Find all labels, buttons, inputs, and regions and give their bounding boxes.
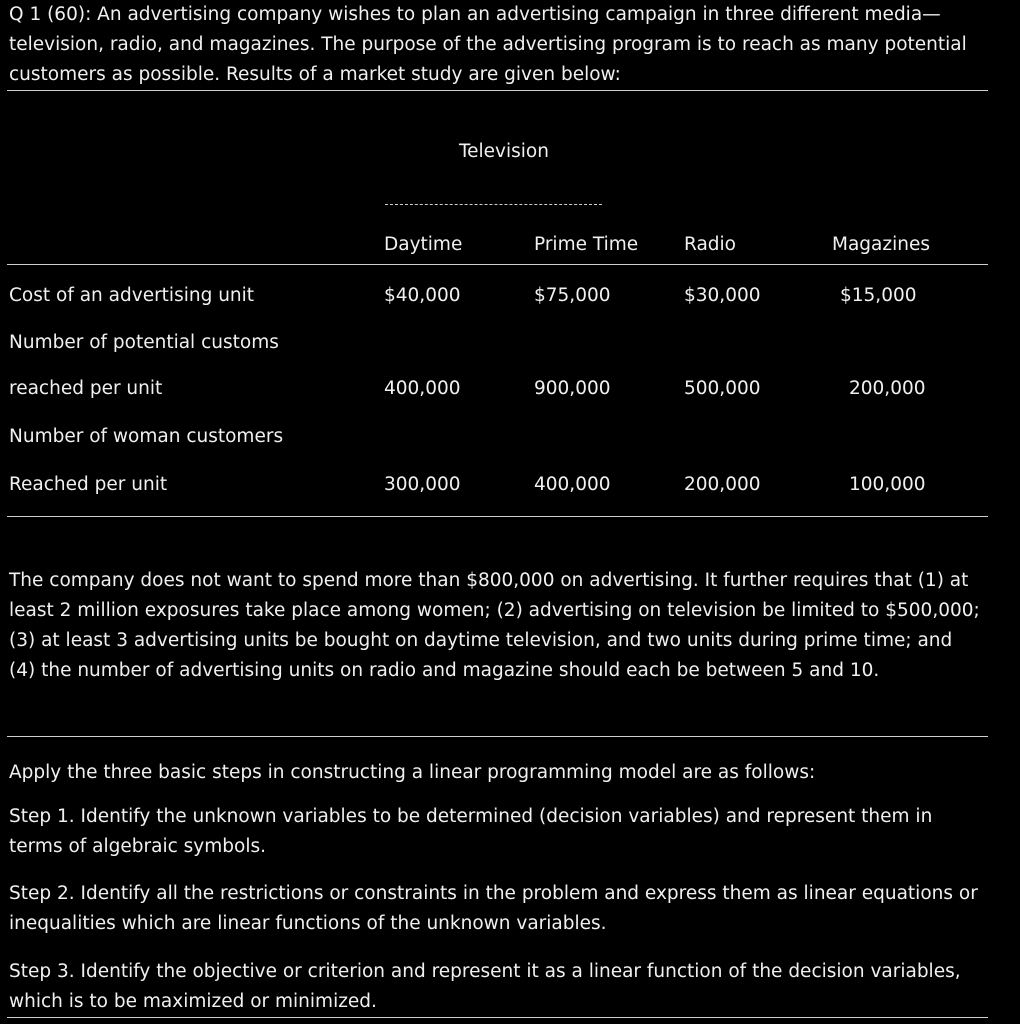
divider	[7, 1017, 988, 1018]
divider	[7, 736, 988, 737]
row-label: Number of woman customers	[9, 426, 284, 447]
step-3: Step 3. Identify the objective or criterion and represent it as a linear function of the decision variables, which is to be maximized or minimized.	[9, 961, 961, 1012]
cell-value: $75,000	[534, 285, 611, 306]
cell-value: 400,000	[384, 378, 461, 399]
step-2: Step 2. Identify all the restrictions or constraints in the problem and express them as linear equations or inequalities which are linear functions of the unknown variables.	[9, 883, 978, 934]
column-header-prime-time: Prime Time	[534, 234, 639, 255]
row-label: Number of potential customs	[9, 332, 279, 353]
cell-value: 300,000	[384, 474, 461, 495]
question-intro: Q 1 (60): An advertising company wishes to plan an advertising campaign in three different media—television, radio, and magazines. The purpose of the advertising program is to reach as many potential customers as possible. Results of a market study are given below:	[9, 4, 967, 85]
cell-value: 200,000	[684, 474, 761, 495]
cell-value: $15,000	[840, 285, 917, 306]
divider	[7, 90, 988, 91]
column-header-magazines: Magazines	[832, 234, 930, 255]
instructions-heading: Apply the three basic steps in constructing a linear programming model are as follows:	[9, 762, 816, 783]
cell-value: 200,000	[849, 378, 926, 399]
cell-value: $40,000	[384, 285, 461, 306]
constraints-paragraph: The company does not want to spend more than $800,000 on advertising. It further requires that (1) at least 2 million exposures take place among women; (2) advertising on television be limited to $500,000; (3) at least 3 advertising units be bought on daytime television, and two units during prime time; and (4) the number of advertising units on radio and magazine should each be between 5 and 10.	[9, 570, 980, 681]
row-label: reached per unit	[9, 378, 163, 399]
column-header-daytime: Daytime	[384, 234, 463, 255]
group-header-television: Television	[459, 141, 549, 162]
table-bottom-divider	[7, 516, 988, 517]
cell-value: 100,000	[849, 474, 926, 495]
header-divider	[7, 264, 988, 265]
cell-value: 500,000	[684, 378, 761, 399]
cell-value: $30,000	[684, 285, 761, 306]
row-label: Cost of an advertising unit	[9, 285, 255, 306]
row-label: Reached per unit	[9, 474, 168, 495]
dashed-divider	[385, 204, 602, 205]
cell-value: 400,000	[534, 474, 611, 495]
cell-value: 900,000	[534, 378, 611, 399]
step-1: Step 1. Identify the unknown variables to be determined (decision variables) and represent them in terms of algebraic symbols.	[9, 806, 933, 857]
column-header-radio: Radio	[684, 234, 736, 255]
